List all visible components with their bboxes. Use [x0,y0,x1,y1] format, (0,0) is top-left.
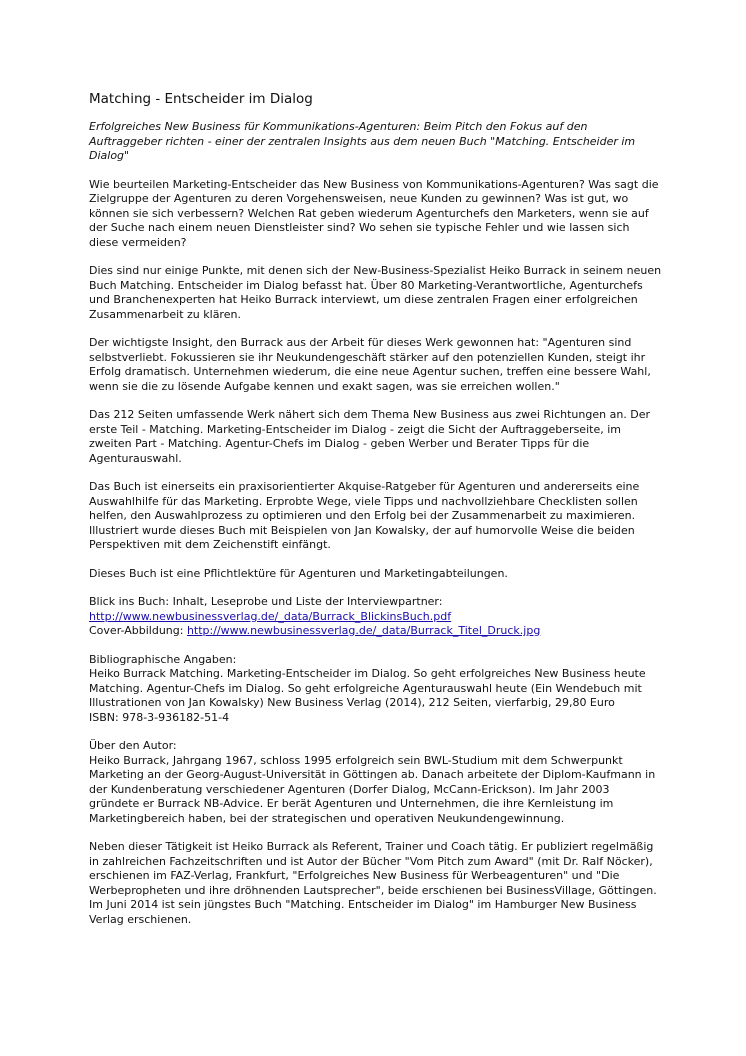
paragraph-questions: Wie beurteilen Marketing-Entscheider das New Business von Kommunikations-Agenturen? Was sagt die Zielgruppe der Agenturen zu deren Vorgehensweisen, neue Kunden zu gewinnen? Was ist gut, wo können sie sich verbessern? Welchen Rat geben wiederum Agenturchefs den Marketers, wenn sie auf der Suche nach einem neuen Dienstleister sind? Wo sehen sie typische Fehler und wie lassen sich diese vermeiden? [89,177,659,249]
paragraph-interviews: Dies sind nur einige Punkte, mit denen sich der New-Business-Spezialist Heiko Burrack in seinem neuen Buch Matching. Entscheider im Dialog befasst hat. Über 80 Marketing-Verantwortliche, Agenturchefs und Branchenexperten hat Heiko Burrack interviewt, um diese zentralen Fragen einer erfolgreichen Zusammenarbeit zu klären. [89,264,662,321]
author-text: Heiko Burrack, Jahrgang 1967, schloss 1995 erfolgreich sein BWL-Studium mit dem Schwerpunkt Marketing an der Georg-August-Universität in Göttingen ab. Danach arbeitete der Diplom-Kaufmann in der Kundenberatung verschiedener Agenturen (Dorfer Dialog, McCann-Erickson). Im Jahr 2003 gründete er Burrack NB-Advice. Er berät Agenturen und Unternehmen, die ihre Kernleistung im Marketingbereich haben, bei der strategischen und operativen Neukundengewinnung. [89,753,656,825]
lead-paragraph: Erfolgreiches New Business für Kommunikations-Agenturen: Beim Pitch den Fokus auf den Auftraggeber richten - einer der zentralen Insights aus dem neuen Buch "Matching. Entscheider im Dialog" [89,120,636,162]
paragraph-recommendation: Dieses Buch ist eine Pflichtlektüre für Agenturen und Marketingabteilungen. [89,566,508,580]
links-intro: Blick ins Buch: Inhalt, Leseprobe und Liste der Interviewpartner: [89,595,443,608]
cover-link[interactable]: http://www.newbusinessverlag.de/_data/Burrack_Titel_Druck.jpg [186,624,541,637]
paragraph-structure: Das 212 Seiten umfassende Werk nähert sich dem Thema New Business aus zwei Richtungen an. Der erste Teil - Matching. Marketing-Entscheider im Dialog - zeigt die Sicht der Auftraggeberseite, im zweiten Part - Matching. Agentur-Chefs im Dialog - geben Werber und Berater Tipps für die Agenturauswahl. [89,408,651,465]
paragraph-purpose: Das Buch ist einerseits ein praxisorientierter Akquise-Ratgeber für Agenturen und andererseits eine Auswahlhilfe für das Marketing. Erprobte Wege, viele Tipps und nachvollziehbare Checklisten sollen helfen, den Auswahlprozess zu optimieren und den Erfolg bei der Zusammenarbeit zu maximieren. Illustriert wurde dieses Buch mit Beispielen von Jan Kowalsky, der auf humorvolle Weise die beiden Perspektiven mit dem Zeichenstift einfängt. [89,480,640,551]
biblio-heading: Bibliographische Angaben: [89,652,237,666]
cover-line [89,624,662,639]
author-heading: Über den Autor: [89,739,177,752]
biblio-block [89,653,662,726]
paragraph-insight: Der wichtigste Insight, den Burrack aus der Arbeit für dieses Werk gewonnen hat: "Agenturen sind selbstverliebt. Fokussieren sie ihr Neukundengeschäft stärker auf den potenziellen Kunden, steigt ihr Erfolg dramatisch. Unternehmen wiederum, die eine neue Agentur suchen, treffen eine bessere Wahl, wenn sie die zu lösende Aufgabe kennen und exakt sagen, was sie erreichen wollen." [89,336,651,393]
closing-paragraph: Neben dieser Tätigkeit ist Heiko Burrack als Referent, Trainer und Coach tätig. Er publiziert regelmäßig in zahlreichen Fachzeitschriften und ist Autor der Bücher "Vom Pitch zum Award" (mit Dr. Ralf Nöcker), erschienen im FAZ-Verlag, Frankfurt, "Erfolgreiches New Business für Werbeagenturen" und "Die Werbepropheten und ihre dröhnenden Lautsprecher", beide erschienen bei BusinessVillage, Göttingen. Im Juni 2014 ist sein jüngstes Buch "Matching. Entscheider im Dialog" im Hamburger New Business Verlag erschienen. [89,840,657,926]
author-block [89,739,662,826]
cover-label: Cover-Abbildung: [89,624,187,637]
links-block [89,595,662,639]
biblio-isbn: ISBN: 978-3-936182-51-4 [89,710,230,724]
document-title: Matching - Entscheider im Dialog [89,91,313,107]
biblio-text: Heiko Burrack Matching. Marketing-Entscheider im Dialog. So geht erfolgreiches New Business heute Matching. Agentur-Chefs im Dialog. So geht erfolgreiche Agenturauswahl heute (Ein Wendebuch mit Illustrationen von Jan Kowalsky) New Business Verlag (2014), 212 Seiten, vierfarbig, 29,80 Euro [89,667,646,709]
preview-link[interactable]: http://www.newbusinessverlag.de/_data/Burrack_BlickinsBuch.pdf [89,609,452,623]
